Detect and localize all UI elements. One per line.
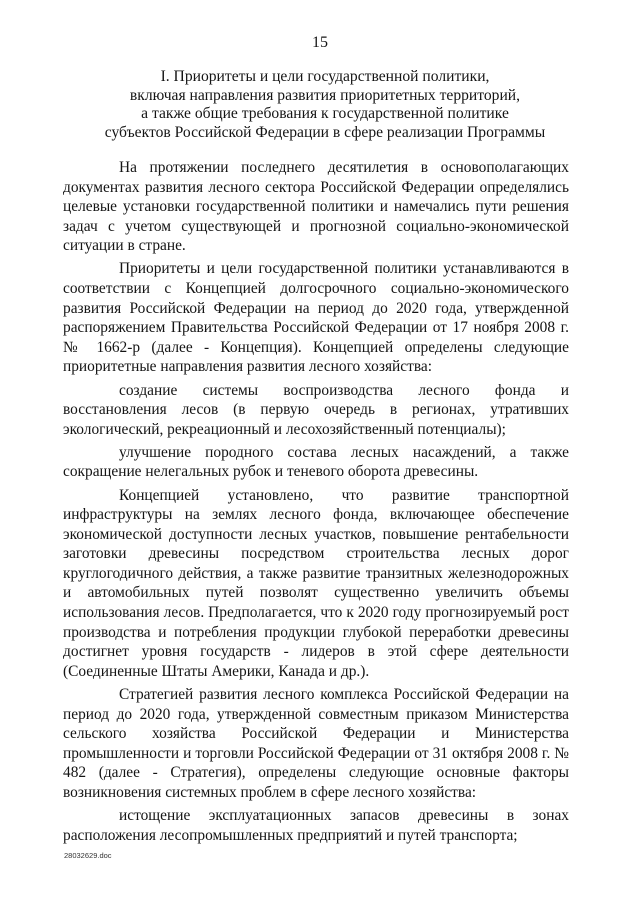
section-heading-line: субъектов Российской Федерации в сфере реализации Программы — [104, 123, 546, 141]
section-heading-line: I. Приоритеты и цели государственной политики, — [160, 68, 490, 85]
paragraph-depletion: истощение эксплуатационных запасов древесины в зонах расположения лесопромышленных предприятий и путей транспорта; — [63, 807, 569, 844]
paragraph-strategy: Стратегией развития лесного комплекса Российской Федерации на период до 2020 года, утвержденной совместным приказом Министерства сельского хозяйства Российской Федерации и Министерства промышленности и торговли Российской Федерации от 31 октября 2008 г. № 482 (далее - Стратегия), определены следующие основные факторы возникновения системных проблем в сфере лесного хозяйства: — [63, 685, 569, 801]
paragraph-transport: Концепцией установлено, что развитие транспортной инфраструктуры на землях лесного фонда, включающее обеспечение экономической доступности лесных участков, повышение рентабельности заготовки древесины посредством строительства лесных дорог круглогодичного действия, а также развитие транзитных железнодорожных и автомобильных путей позволят существенно увеличить объемы использования лесов. Предполагается, что к 2020 году прогнозируемый рост производства и потребления продукции глубокой переработки древесины достигнет уровня государств - лидеров в этой сфере деятельности (Соединенные Штаты Америки, Канада и др.). — [63, 486, 569, 680]
page-number: 15 — [312, 34, 328, 51]
paragraph-priority-species: улучшение породного состава лесных насаждений, а также сокращение нелегальных рубок и теневого оборота древесины. — [63, 443, 569, 481]
file-name-footer: 28032629.doc — [64, 851, 112, 860]
section-heading-line: а также общие требования к государственной политике — [141, 105, 509, 122]
paragraph-concept: Приоритеты и цели государственной политики устанавливаются в соответствии с Концепцией долгосрочного социально-экономического развития Российской Федерации на период до 2020 года, утвержденной распоряжением Правительства Российской Федерации от 17 ноября 2008 г. № 1662-р (далее - Концепция). Концепцией определены следующие приоритетные направления развития лесного хозяйства: — [63, 260, 569, 376]
body-text — [63, 158, 569, 845]
section-heading — [60, 68, 590, 142]
paragraph-intro: На протяжении последнего десятилетия в основополагающих документах развития лесного сектора Российской Федерации определялись целевые установки государственной политики и намечались пути решения задач с учетом существующей и прогнозной социально-экономической ситуации в стране. — [63, 159, 569, 255]
paragraph-priority-reproduction: создание системы воспроизводства лесного фонда и восстановления лесов (в первую очередь в регионах, утративших экологический, рекреационный и лесохозяйственный потенциалы); — [63, 381, 569, 438]
section-heading-line: включая направления развития приоритетных территорий, — [129, 86, 521, 104]
